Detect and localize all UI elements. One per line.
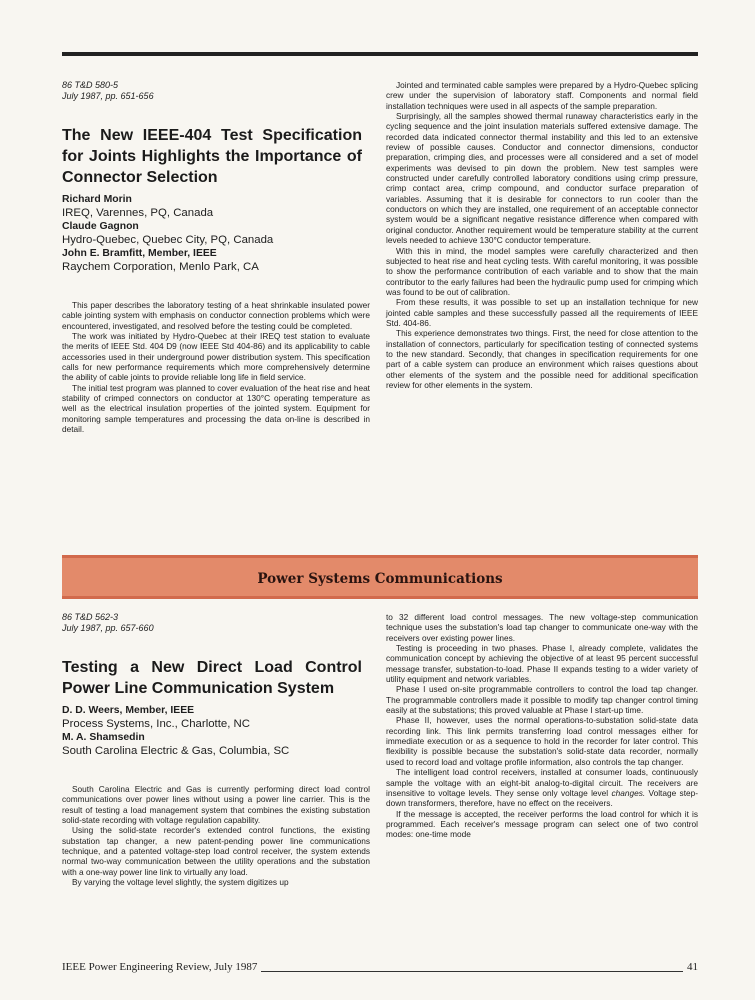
article2-affiliation-2: South Carolina Electric & Gas, Columbia, SC: [62, 745, 290, 757]
article2-paragraph: Phase I used on-site programmable controllers to control the load tap changer. The programmable controllers made it possible to modify tap changer control timing easily at the substations; this proved valuable at Phase I start-up time.: [386, 684, 698, 716]
article1-paragraph: Jointed and terminated cable samples were prepared by a Hydro-Quebec splicing crew under the supervision of laboratory staff. Components and normal field installation techniques were used in all aspects of the sample preparation.: [386, 80, 698, 111]
footer-journal: IEEE Power Engineering Review, July 1987: [62, 961, 261, 973]
article2-paragraph-text: The intelligent load control receivers, installed at consumer loads, continuously sample the voltage with an eight-bit analog-to-digital circuit. The receivers are insensitive to voltage levels. They sense only voltage level: [386, 767, 698, 798]
article1-affiliation-2: Hydro-Quebec, Quebec City, PQ, Canada: [62, 234, 274, 246]
article1-author-1: Richard Morin: [62, 194, 132, 205]
article1-right-column: [386, 80, 698, 390]
article2-paragraph: South Carolina Electric and Gas is currently performing direct load control communications over power lines without using a power line carrier. This is the result of testing a load management system that combines the existing substation solid-state recording with voltage regulation capability.: [62, 784, 370, 826]
article1-paragraph: This experience demonstrates two things. First, the need for close attention to the installation of connectors, particularly for specification testing of connected systems to the new standard. Secondly, that changes in specification requirements for one part of a cable system can produce an environment which raises questions about other elements of the system and the possible need for additional specification review for other elements in the system.: [386, 328, 698, 390]
article1-paragraph: The work was initiated by Hydro-Quebec at their IREQ test station to evaluate the merits of IEEE Std. 404 D9 (now IEEE Std 404-86) and its applicability to cable accessories used in their underground power distribution system. This specification calls for new performance requirements which more comprehensively determine the ability of cable joints to provide reliable long life in field service.: [62, 331, 370, 383]
article1-ref-date: July 1987, pp. 651-656: [62, 91, 154, 101]
section-banner-title: Power Systems Communications: [257, 571, 503, 587]
article2-paragraph: to 32 different load control messages. The new voltage-step communication technique uses the substation's load tap changer to communicate one-way with the receivers over existing power lines.: [386, 612, 698, 643]
footer-page-number: 41: [683, 961, 698, 973]
article2-author-2: M. A. Shamsedin: [62, 732, 145, 743]
article1-left-column: [62, 80, 370, 434]
article1-affiliation-1: IREQ, Varennes, PQ, Canada: [62, 207, 214, 219]
section-banner: [62, 555, 698, 599]
article1-paragraph: Surprisingly, all the samples showed thermal runaway characteristics early in the cycling sequence and the joint insulation materials suffered extensive damage. The recorded data indicated connector thermal instability and this led to an extensive review of possible causes. Conductor and connector dimensions, conductor preparation, crimping dies, and processes were all considered and a set of model experiments was devised to pin down the problem. New test samples were constructed under carefully controlled laboratory conditions using crimp pressure, crimp contact area, crimp compound, and conductor surface preparation of variables. Assuming that it is desirable for connectors to run cooler than the conductors on which they are installed, one requirement of an acceptable connector system would be a significant negative resistance difference when compared with original conductor. Another requirement would be temperature stability at the current levels needed to achieve 130°C conductor temperature.: [386, 111, 698, 246]
article2-title: Testing a New Direct Load Control Power Line Communication System: [62, 659, 362, 697]
article1-ref-number: 86 T&D 580-5: [62, 80, 119, 90]
article1-paragraph: With this in mind, the model samples were carefully characterized and then subjected to heat rise and heat cycling tests. With careful monitoring, it was possible to show the performance contribution of each variable and to show that the main contributor to the early failures had been the hydraulic pump used for crimping which was found to be out of calibration.: [386, 245, 698, 297]
article2-paragraph: Using the solid-state recorder's extended control functions, the existing substation tap changer, a new patent-pending power line communications technique, and a patented voltage-step load control receiver, the system extends normal two-way communication between the utility operations and the substation with a one-way power line link to virtually any load.: [62, 825, 370, 877]
article2-affiliation-1: Process Systems, Inc., Charlotte, NC: [62, 718, 251, 730]
article2-right-column: [386, 612, 698, 840]
article2-paragraph-changes: [386, 767, 698, 808]
article2-paragraph: If the message is accepted, the receiver performs the load control for which it is programmed. Each receiver's message program can select one of two control modes: one-time mode: [386, 808, 698, 840]
article1-author-2: Claude Gagnon: [62, 221, 139, 232]
article2-paragraph: Phase II, however, uses the normal operations-to-substation solid-state data recording link. This link permits transferring load control messages either for immediate execution or as a sequence to hold in the recorder for later control. This flexibility is possible because the substation's solid-state data recorder, normally used to record load and voltage profile information, also controls the tap changer.: [386, 715, 698, 767]
article2-paragraph: Testing is proceeding in two phases. Phase I, already complete, validates the communication concept by achieving the objective of at least 95 percent successful message transfer, substation-to-load. Phase II expands testing to a wider variety of utility equipment and network variables.: [386, 643, 698, 685]
article2-left-column: [62, 612, 370, 887]
article1-author-3: John E. Bramfitt, Member, IEEE: [62, 248, 217, 259]
article2-paragraph: By varying the voltage level slightly, the system digitizes up: [72, 877, 289, 888]
article1-title: The New IEEE-404 Test Specification for Joints Highlights the Importance of Connector Selection: [62, 127, 362, 186]
top-rule: [62, 52, 698, 56]
article2-author-1: D. D. Weers, Member, IEEE: [62, 705, 195, 716]
article1-affiliation-3: Raychem Corporation, Menlo Park, CA: [62, 261, 259, 273]
article2-paragraph-text: Voltage step-down transformers, therefore, have no effect on the receivers.: [386, 787, 698, 809]
article2-ref-number: 86 T&D 562-3: [62, 612, 119, 622]
changes-emphasis: changes.: [611, 787, 646, 798]
page-footer: [62, 961, 698, 975]
article1-paragraph: The initial test program was planned to cover evaluation of the heat rise and heat stability of crimped connectors on conductor at 130°C operating temperature as well as the electrical insulation properties of the jointed system. Equipment for monitoring sample temperatures and processing the data on-line is described in detail.: [62, 382, 370, 435]
article2-ref-date: July 1987, pp. 657-660: [62, 623, 154, 633]
article1-paragraph: From these results, it was possible to set up an installation technique for new jointed cable samples and these successfully passed all the requirements of IEEE Std. 404-86.: [386, 297, 698, 328]
article1-paragraph: This paper describes the laboratory testing of a heat shrinkable insulated power cable jointing system with emphasis on conductor connection problems which were encountered, investigated, and resolved before the testing could be completed.: [62, 300, 370, 331]
